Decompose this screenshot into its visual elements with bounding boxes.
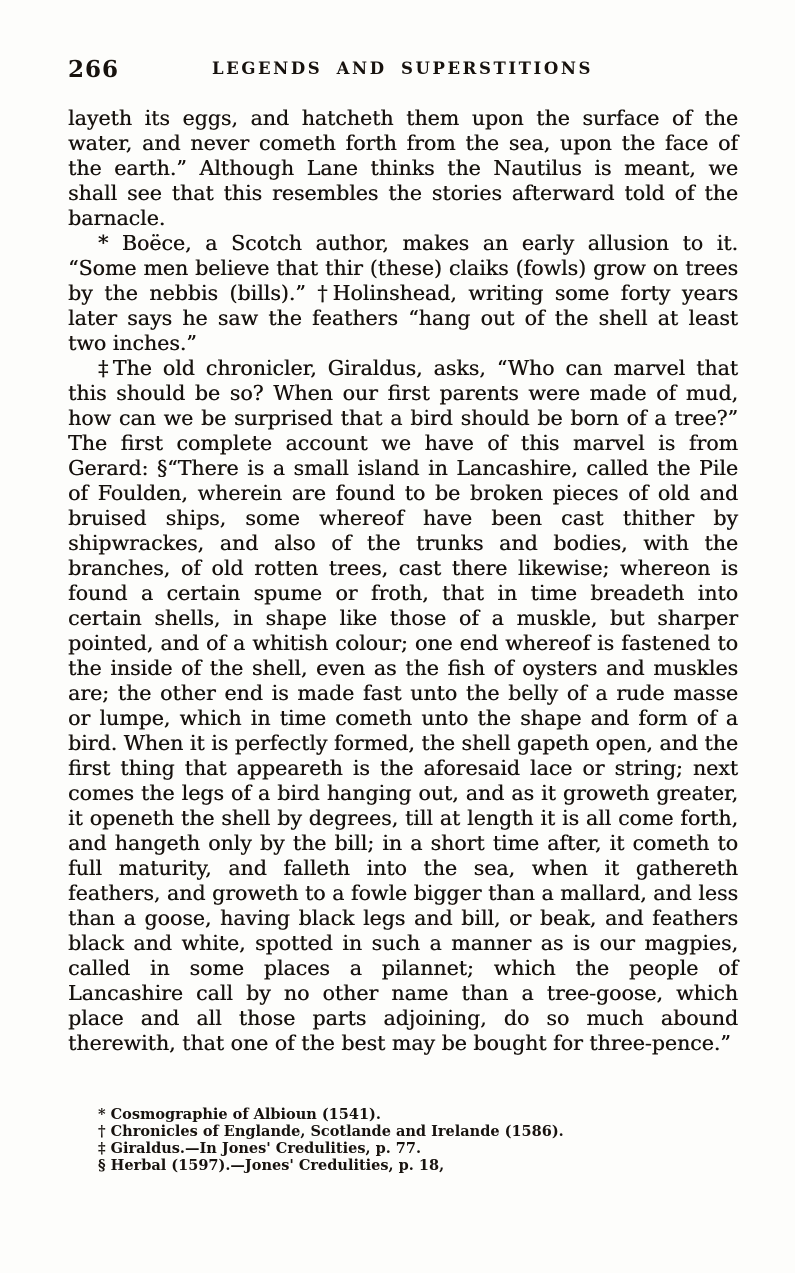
footnote-3: ‡ Giraldus.—In Jones' Credulities, p. 77. — [98, 1140, 422, 1157]
footnote-1: * Cosmographie of Albioun (1541). — [98, 1106, 381, 1123]
paragraph-1: layeth its eggs, and hatcheth them upon the surface of the water, and never cometh forth from the sea, upon the face of the earth.” Although Lane thinks the Nautilus is meant, we shall see that this resembles the stories afterward told of the barnacle. — [68, 106, 738, 230]
footnotes-block — [98, 1106, 728, 1174]
paragraph-2: * Boëce, a Scotch author, makes an early allusion to it. “Some men believe that thir (these) claiks (fowls) grow on trees by the nebbis (bills).” †Holinshead, writing some forty years later says he saw the feathers “hang out of the shell at least two inches.” — [68, 231, 738, 355]
page-number: 266 — [68, 56, 120, 83]
footnote-2: † Chronicles of Englande, Scotlande and Irelande (1586). — [98, 1123, 564, 1140]
body-text-block — [68, 106, 738, 1056]
running-header — [68, 56, 737, 84]
paragraph-3: ‡The old chronicler, Giraldus, asks, “Who can marvel that this should be so? When our first parents were made of mud, how can we be surprised that a bird should be born of a tree?” The first complete account we have of this marvel is from Gerard: §“There is a small island in Lancashire, called the Pile of Foulden, wherein are found to be broken pieces of old and bruised ships, some whereof have been cast thither by shipwrackes, and also of the trunks and bodies, with the branches, of old rotten trees, cast there likewise; whereon is found a certain spume or froth, that in time breadeth into certain shells, in shape like those of a muskle, but sharper pointed, and of a whitish colour; one end whereof is fastened to the inside of the shell, even as the fish of oysters and muskles are; the other end is made fast unto the belly of a rude masse or lumpe, which in time cometh unto the shape and form of a bird. When it is perfectly formed, the shell gapeth open, and the first thing that appeareth is the aforesaid lace or string; next comes the legs of a bird hanging out, and as it groweth greater, it openeth the shell by degrees, till at length it is all come forth, and hangeth only by the bill; in a short time after, it cometh to full maturity, and falleth into the sea, when it gathereth feathers, and groweth to a fowle bigger than a mallard, and less than a goose, having black legs and bill, or beak, and feathers black and white, spotted in such a manner as is our magpies, called in some places a pilannet; which the people of Lancashire call by no other name than a tree-goose, which place and all those parts adjoining, do so much abound therewith, that one of the best may be bought for three-pence.” — [68, 356, 738, 1055]
footnote-4: § Herbal (1597).—Jones' Credulities, p. 18, — [98, 1157, 445, 1174]
running-header-title: LEGENDS AND SUPERSTITIONS — [211, 59, 594, 78]
